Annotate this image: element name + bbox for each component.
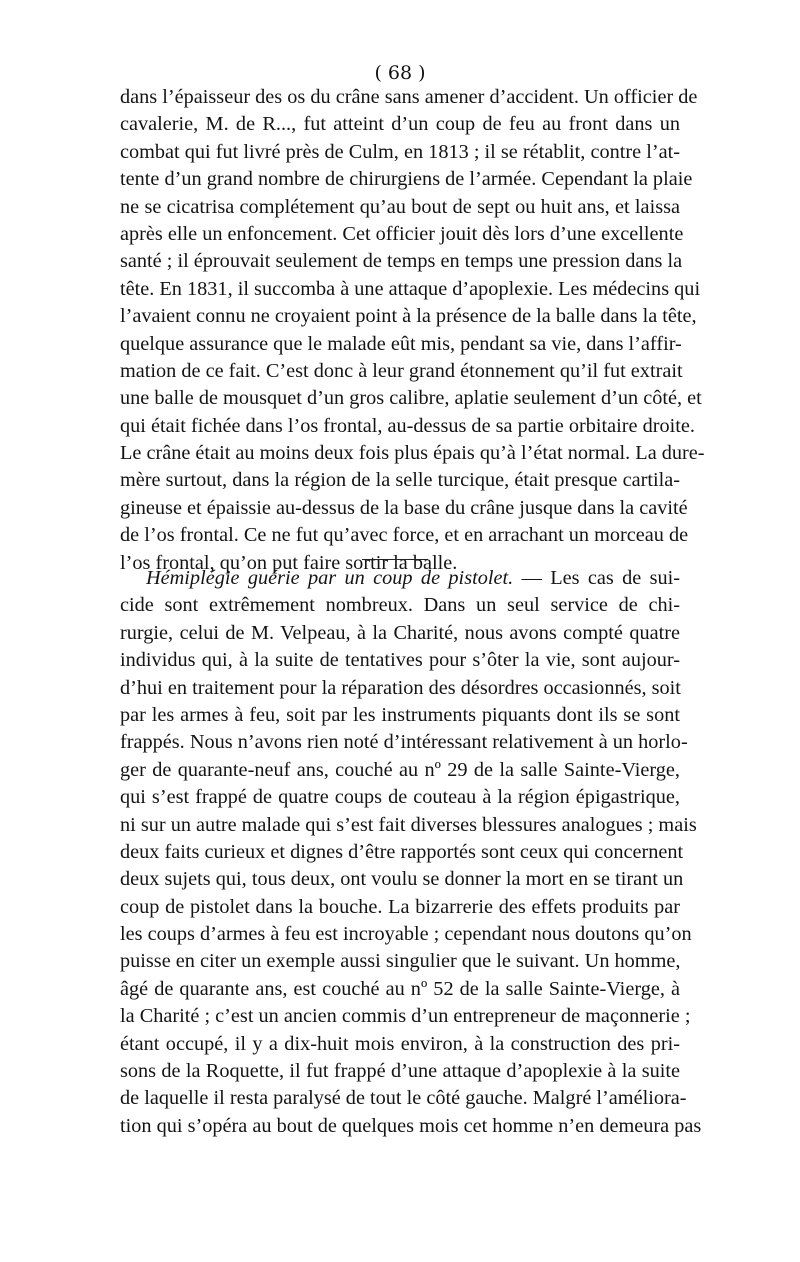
- text-line: tion qui s’opéra au bout de quelques mois cet homme n’en demeura pas: [120, 1114, 702, 1137]
- text-line: de l’os frontal. Ce ne fut qu’avec force, et en arrachant un morceau de: [120, 524, 689, 547]
- section-heading: Hémiplégie guérie par un coup de pistolet.: [146, 567, 514, 589]
- text-line: sons de la Roquette, il fut frappé d’une attaque d’apoplexie à la suite: [120, 1060, 680, 1083]
- text-line: ni sur un autre malade qui s’est fait diverses blessures analogues ; mais: [120, 813, 697, 836]
- text-line: mère surtout, dans la région de la selle turcique, était presque cartila-: [120, 469, 680, 492]
- text-line: étant occupé, il y a dix-huit mois environ, à la construction des pri-: [120, 1032, 680, 1055]
- text-line: frappés. Nous n’avons rien noté d’intéressant relativement à un horlo-: [120, 731, 688, 754]
- text-line: par les armes à feu, soit par les instruments piquants dont ils se sont: [120, 703, 680, 726]
- heading-continuation: — Les cas de sui-: [513, 567, 680, 589]
- text-line: Le crâne était au moins deux fois plus épais qu’à l’état normal. La dure-: [120, 442, 705, 465]
- text-line: dans l’épaisseur des os du crâne sans amener d’accident. Un officier de: [120, 86, 698, 108]
- page-number: ( 68 ): [374, 62, 426, 84]
- text-line: quelque assurance que le malade eût mis, pendant sa vie, dans l’affir-: [120, 332, 682, 355]
- text-line: rurgie, celui de M. Velpeau, à la Charité, nous avons compté quatre: [120, 621, 680, 644]
- paragraph-apoplexy-case: [120, 84, 705, 577]
- text-line: ger de quarante-neuf ans, couché au nº 29 de la salle Sainte-Vierge,: [120, 758, 680, 781]
- text-line: qui était fichée dans l’os frontal, au-dessus de sa partie orbitaire droite.: [120, 414, 695, 437]
- section-separator: [362, 559, 428, 560]
- text-line: individus qui, à la suite de tentatives pour s’ôter la vie, sont aujour-: [120, 649, 680, 672]
- paragraph-hemiplegia-case: [120, 565, 702, 1140]
- text-line: d’hui en traitement pour la réparation des désordres occasionnés, soit: [120, 676, 681, 699]
- text-line: âgé de quarante ans, est couché au nº 52 de la salle Sainte-Vierge, à: [120, 977, 680, 1000]
- text-line: deux sujets qui, tous deux, ont voulu se donner la mort en se tirant un: [120, 868, 684, 891]
- text-line: l’os frontal, qu’on put faire sortir la balle.: [120, 551, 458, 574]
- text-line: les coups d’armes à feu est incroyable ; cependant nous doutons qu’on: [120, 923, 692, 946]
- text-line: santé ; il éprouvait seulement de temps en temps une pression dans la: [120, 250, 683, 273]
- text-line: cavalerie, M. de R..., fut atteint d’un coup de feu au front dans un: [120, 113, 680, 136]
- text-line: puisse en citer un exemple aussi singulier que le suivant. Un homme,: [120, 950, 681, 973]
- text-line: après elle un enfoncement. Cet officier jouit dès lors d’une excellente: [120, 222, 684, 245]
- text-line: la Charité ; c’est un ancien commis d’un entrepreneur de maçonnerie ;: [120, 1005, 691, 1028]
- text-line: l’avaient connu ne croyaient point à la présence de la balle dans la tête,: [120, 305, 697, 328]
- text-line: cide sont extrêmement nombreux. Dans un seul service de chi-: [120, 594, 680, 617]
- text-line: tente d’un grand nombre de chirurgiens de l’armée. Cependant la plaie: [120, 168, 693, 191]
- text-line: combat qui fut livré près de Culm, en 1813 ; il se rétablit, contre l’at-: [120, 140, 680, 163]
- text-line: ne se cicatrisa complétement qu’au bout de sept ou huit ans, et laissa: [120, 195, 680, 218]
- text-line: tête. En 1831, il succomba à une attaque d’apoplexie. Les médecins qui: [120, 277, 701, 300]
- text-line: une balle de mousquet d’un gros calibre, aplatie seulement d’un côté, et: [120, 387, 702, 410]
- text-line: mation de ce fait. C’est donc à leur grand étonnement qu’il fut extrait: [120, 359, 683, 382]
- text-line: de laquelle il resta paralysé de tout le côté gauche. Malgré l’améliora-: [120, 1087, 687, 1110]
- section-heading-line: [120, 565, 680, 592]
- text-line: gineuse et épaissie au-dessus de la base du crâne jusque dans la cavité: [120, 496, 688, 519]
- text-line: deux faits curieux et dignes d’être rapportés sont ceux qui concernent: [120, 840, 684, 863]
- text-line: qui s’est frappé de quatre coups de couteau à la région épigastrique,: [120, 786, 680, 809]
- text-line: coup de pistolet dans la bouche. La bizarrerie des effets produits par: [120, 895, 680, 918]
